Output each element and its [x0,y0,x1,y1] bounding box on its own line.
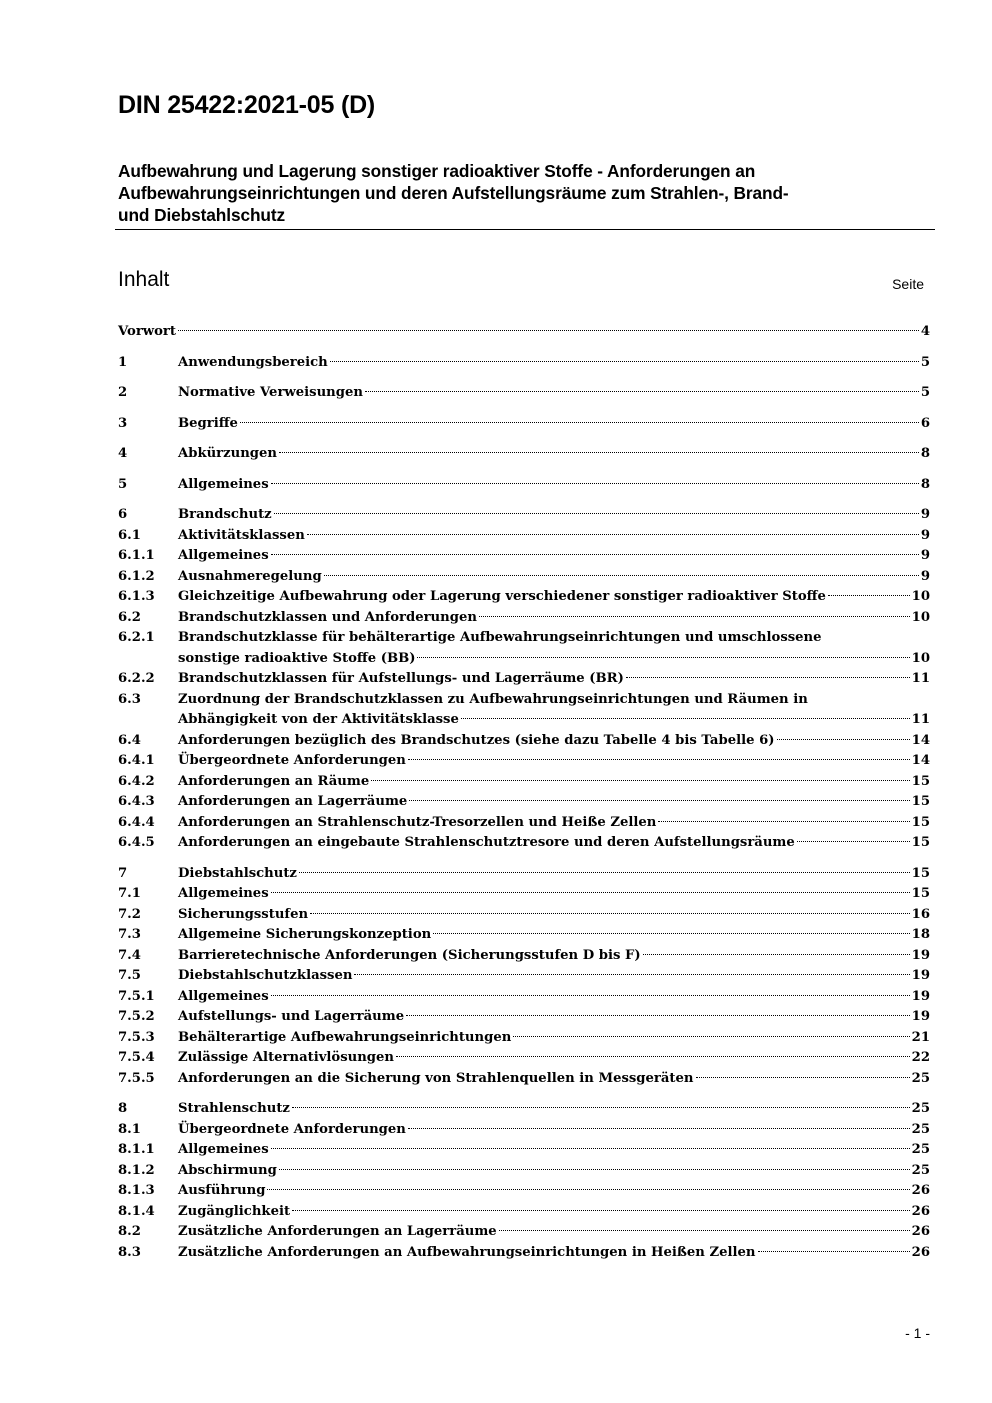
toc-entry-number: 6.2 [118,609,141,625]
toc-leader-dots [330,361,919,362]
toc-entry-number: 7.5 [118,968,141,983]
document-title [118,160,933,226]
toc-entry[interactable] [118,1140,930,1161]
toc-entry[interactable] [118,731,930,752]
toc-entry-page: 11 [911,671,930,686]
toc-entry-number: 6.2.2 [118,671,155,686]
toc-entry-page: 15 [911,814,930,830]
toc-leader-dots [274,513,919,514]
toc-leader-dots [797,841,910,842]
toc-leader-dots [643,954,910,955]
toc-entry[interactable] [118,1069,930,1090]
toc-entry-page: 10 [911,650,930,666]
toc-entry-title: Ausnahmeregelung [178,568,322,584]
toc-entry-page: 25 [911,1121,930,1137]
toc-leader-dots [271,892,910,893]
toc-entry-number: 7.5.4 [118,1050,155,1065]
toc-leader-dots [696,1077,910,1078]
toc-leader-dots [408,759,910,760]
toc-entry-page: 25 [911,1142,930,1157]
toc-leader-dots [365,391,919,392]
toc-entry[interactable] [118,884,930,905]
toc-entry[interactable] [118,772,930,793]
toc-entry-page: 5 [920,385,930,400]
toc-entry-number: 6.4.1 [118,753,155,768]
toc-leader-dots [658,821,909,822]
document-id: DIN 25422:2021-05 (D) [118,91,376,119]
toc-entry-title: Strahlenschutz [178,1101,290,1116]
toc-entry[interactable] [118,813,930,834]
toc-entry-title: Begriffe [178,415,238,431]
toc-entry[interactable] [118,1028,930,1049]
toc-leader-dots [299,872,910,873]
toc-entry-number: 7.5.1 [118,988,155,1004]
toc-entry[interactable] [118,1120,930,1141]
toc-entry[interactable] [118,1048,930,1069]
toc-entry[interactable] [118,526,930,547]
toc-entry-page: 19 [911,1009,930,1024]
toc-entry-page: 26 [911,1203,930,1219]
toc-entry-number: 8.2 [118,1224,141,1239]
toc-entry[interactable] [118,567,930,588]
toc-entry-number: 6.1.1 [118,548,155,563]
toc-entry-title: Zusätzliche Anforderungen an Aufbewahrungseinrichtungen in Heißen Zellen [178,1244,756,1260]
toc-entry-title: Zusätzliche Anforderungen an Lagerräume [178,1224,497,1239]
toc-entry-page: 14 [911,753,930,768]
toc-entry-title: Übergeordnete Anforderungen [178,1121,406,1137]
toc-entry[interactable] [118,414,930,435]
toc-entry-number: 7.1 [118,886,141,901]
toc-entry[interactable] [118,925,930,946]
toc-entry-title: Brandschutzklasse für behälterartige Aufbewahrungseinrichtungen und umschlossene [178,630,822,645]
toc-entry[interactable] [118,322,930,343]
toc-entry-page: 15 [911,794,930,809]
toc-entry-title: Brandschutzklassen und Anforderungen [178,609,477,625]
toc-entry-number: 4 [118,446,128,461]
toc-entry-number: 3 [118,415,128,431]
toc-entry-title: Allgemeines [178,1142,269,1157]
toc-leader-dots [499,1230,910,1231]
toc-entry[interactable] [118,1007,930,1028]
toc-entry-continuation[interactable] [118,649,930,670]
toc-leader-dots [271,483,919,484]
toc-entry-title: Aufstellungs- und Lagerräume [178,1009,405,1024]
toc-entry[interactable] [118,353,930,374]
toc-entry-page: 26 [911,1224,930,1239]
toc-entry-number: 8.1.3 [118,1183,155,1198]
toc-entry-page: 8 [920,476,930,492]
toc-leader-dots [271,554,919,555]
toc-entry-page: 9 [920,548,930,563]
toc-leader-dots [513,1036,909,1037]
toc-entry[interactable] [118,505,930,526]
toc-entry-page: 25 [911,1101,930,1116]
toc-entry-title: Anwendungsbereich [178,354,328,370]
toc-entry-page: 16 [911,906,930,922]
toc-leader-dots [279,1169,910,1170]
toc-entry-number: 8.1.4 [118,1203,155,1219]
toc-entry-page: 19 [911,968,930,983]
toc-entry[interactable] [118,587,930,608]
toc-entry[interactable] [118,444,930,465]
toc-entry-title: Anforderungen bezüglich des Brandschutzes (siehe dazu Tabelle 4 bis Tabelle 6) [178,732,775,748]
toc-entry[interactable] [118,1099,930,1120]
toc-leader-dots [310,913,910,914]
table-of-contents [118,322,930,1263]
toc-entry-title: Allgemeines [178,476,269,492]
toc-entry-number: 8.1 [118,1121,141,1137]
toc-entry-number: 2 [118,385,128,400]
toc-entry-number: 7.5.5 [118,1070,155,1086]
toc-entry-title: Diebstahlschutzklassen [178,968,353,983]
toc-leader-dots [271,995,910,996]
toc-entry-title: Allgemeines [178,988,269,1004]
toc-entry-number: 6.4.5 [118,835,155,850]
toc-entry-page: 10 [911,609,930,625]
toc-entry-title: Übergeordnete Anforderungen [178,753,406,768]
toc-heading: Inhalt [118,268,170,291]
toc-entry-title: Anforderungen an Strahlenschutz-Tresorzellen und Heiße Zellen [178,814,657,830]
toc-entry-number: 8.3 [118,1244,141,1260]
toc-entry-page: 9 [920,527,930,543]
toc-entry-number: 6.4.2 [118,773,155,789]
document-title-line: und Diebstahlschutz [118,205,286,225]
toc-entry-number: 6.2.1 [118,630,155,645]
toc-leader-dots [626,677,910,678]
toc-leader-dots [408,1128,910,1129]
toc-entry-page: 26 [911,1183,930,1198]
toc-leader-dots [307,534,919,535]
toc-entry-title: Zuordnung der Brandschutzklassen zu Aufbewahrungseinrichtungen und Räumen in [178,691,808,707]
toc-entry-page: 19 [911,988,930,1004]
toc-leader-dots [240,422,919,423]
toc-entry-title: Barrieretechnische Anforderungen (Sicherungsstufen D bis F) [178,947,641,963]
toc-entry-page: 25 [911,1070,930,1086]
toc-leader-dots [777,739,910,740]
toc-entry-title: Vorwort [118,324,176,339]
toc-entry[interactable] [118,690,930,711]
toc-entry-number: 6.3 [118,691,141,707]
toc-entry-title: Normative Verweisungen [178,385,363,400]
toc-leader-dots [292,1210,910,1211]
toc-entry-page: 10 [911,589,930,604]
toc-entry-title: Gleichzeitige Aufbewahrung oder Lagerung verschiedener sonstiger radioaktiver Stoffe [178,589,826,604]
toc-entry-title: Anforderungen an eingebaute Strahlenschutztresore und deren Aufstellungsräume [178,835,795,850]
toc-entry[interactable] [118,966,930,987]
toc-leader-dots [479,616,910,617]
toc-entry-title: Zugänglichkeit [178,1203,291,1219]
toc-leader-dots [279,452,919,453]
toc-leader-dots [417,657,909,658]
toc-entry[interactable] [118,792,930,813]
toc-entry[interactable] [118,864,930,885]
toc-entry-page: 19 [911,947,930,963]
toc-entry-number: 7.4 [118,947,141,963]
toc-entry[interactable] [118,946,930,967]
toc-leader-dots [828,595,910,596]
toc-entry[interactable] [118,669,930,690]
toc-entry-title: Sicherungsstufen [178,906,309,922]
toc-entry-title: Ausführung [178,1183,266,1198]
toc-leader-dots [354,974,909,975]
toc-entry-page: 15 [911,886,930,901]
toc-leader-dots [324,575,919,576]
toc-entry[interactable] [118,475,930,496]
toc-entry-title: Allgemeines [178,548,269,563]
toc-entry-page: 15 [911,835,930,850]
toc-entry-number: 7.5.3 [118,1029,155,1045]
toc-entry[interactable] [118,383,930,404]
toc-entry-title: Allgemeines [178,886,269,901]
toc-entry-title: Diebstahlschutz [178,865,297,881]
toc-entry[interactable] [118,833,930,854]
toc-entry[interactable] [118,905,930,926]
toc-entry-number: 6.4.3 [118,794,155,809]
toc-entry[interactable] [118,1243,930,1264]
toc-entry[interactable] [118,751,930,772]
toc-entry[interactable] [118,546,930,567]
toc-entry-number: 5 [118,476,128,492]
toc-entry-page: 5 [920,354,930,370]
toc-entry-title: Behälterartige Aufbewahrungseinrichtungen [178,1029,512,1045]
toc-entry[interactable] [118,1181,930,1202]
toc-entry-title: Anforderungen an Lagerräume [178,794,408,809]
toc-entry-page: 15 [911,865,930,881]
toc-leader-dots [758,1251,910,1252]
toc-entry-page: 8 [920,446,930,461]
toc-entry-number: 6.1 [118,527,141,543]
toc-entry-continuation[interactable] [118,710,930,731]
toc-entry-number: 6.4 [118,732,141,748]
toc-entry-title: Brandschutzklassen für Aufstellungs- und Lagerräume (BR) [178,671,624,686]
toc-leader-dots [409,800,909,801]
toc-leader-dots [267,1189,909,1190]
toc-entry-title: Abkürzungen [178,446,277,461]
toc-entry-title: Abhängigkeit von der Aktivitätsklasse [178,712,459,727]
toc-entry-number: 1 [118,354,128,370]
toc-entry[interactable] [118,1202,930,1223]
page-number: - 1 - [905,1325,930,1341]
toc-leader-dots [433,933,909,934]
toc-entry-title: Brandschutz [178,507,272,522]
toc-entry-number: 8 [118,1101,128,1116]
toc-entry-title: Zulässige Alternativlösungen [178,1050,395,1065]
toc-entry[interactable] [118,608,930,629]
toc-entry[interactable] [118,1222,930,1243]
toc-entry-number: 8.1.1 [118,1142,155,1157]
toc-entry-title: Allgemeine Sicherungskonzeption [178,927,432,942]
toc-leader-dots [396,1056,910,1057]
toc-entry[interactable] [118,987,930,1008]
toc-leader-dots [371,780,909,781]
toc-leader-dots [271,1148,910,1149]
toc-entry-title: sonstige radioaktive Stoffe (BB) [178,650,416,666]
toc-entry-page: 11 [911,712,930,727]
toc-entry-title: Anforderungen an Räume [178,773,370,789]
toc-entry-page: 4 [920,324,930,339]
toc-entry-number: 7.2 [118,906,141,922]
toc-entry-title: Anforderungen an die Sicherung von Strahlenquellen in Messgeräten [178,1070,694,1086]
toc-entry-page: 21 [911,1029,930,1045]
toc-entry-page: 25 [911,1162,930,1178]
toc-entry[interactable] [118,628,930,649]
toc-entry-page: 15 [911,773,930,789]
toc-entry-number: 7 [118,865,128,881]
document-title-line: Aufbewahrungseinrichtungen und deren Aufstellungsräume zum Strahlen-, Brand- [118,183,789,203]
toc-entry-page: 14 [911,732,930,748]
toc-entry-page: 6 [920,415,930,431]
toc-entry-number: 7.5.2 [118,1009,155,1024]
toc-entry-page: 9 [920,568,930,584]
toc-leader-dots [178,330,919,331]
toc-entry-number: 6.4.4 [118,814,155,830]
toc-leader-dots [461,718,910,719]
document-title-line: Aufbewahrung und Lagerung sonstiger radioaktiver Stoffe - Anforderungen an [118,161,756,181]
toc-entry-title: Abschirmung [178,1162,277,1178]
toc-entry-page: 9 [920,507,930,522]
toc-entry-number: 7.3 [118,927,141,942]
toc-entry-page: 22 [911,1050,930,1065]
toc-entry[interactable] [118,1161,930,1182]
toc-entry-number: 8.1.2 [118,1162,155,1178]
toc-entry-number: 6.1.2 [118,568,155,584]
toc-leader-dots [406,1015,910,1016]
toc-entry-number: 6.1.3 [118,589,155,604]
toc-entry-number: 6 [118,507,128,522]
title-divider [115,229,935,230]
toc-leader-dots [292,1107,910,1108]
toc-entry-page: 26 [911,1244,930,1260]
toc-entry-title: Aktivitätsklassen [178,527,305,543]
toc-entry-page: 18 [911,927,930,942]
toc-page-label: Seite [892,276,924,292]
